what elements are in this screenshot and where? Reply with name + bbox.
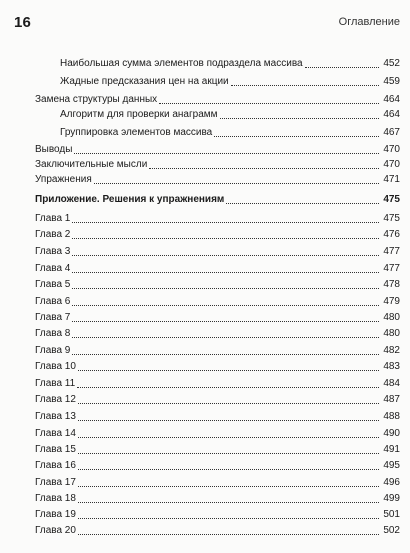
toc-entry-line bbox=[35, 93, 400, 107]
dot-leader bbox=[78, 502, 379, 503]
dot-leader bbox=[78, 437, 379, 438]
toc-entry-line bbox=[35, 443, 400, 457]
toc-entry-title: Глава 5 bbox=[35, 279, 71, 290]
toc-entry-title: Глава 9 bbox=[35, 345, 71, 356]
dot-leader bbox=[78, 534, 379, 535]
toc-entry-line bbox=[35, 410, 400, 424]
toc-entry-line bbox=[35, 311, 400, 325]
dot-leader bbox=[72, 305, 379, 306]
toc-entry-title: Глава 12 bbox=[35, 394, 76, 405]
toc-entry-page: 483 bbox=[383, 361, 400, 372]
toc-entry-page: 501 bbox=[383, 509, 400, 520]
dot-leader bbox=[149, 168, 379, 169]
dot-leader bbox=[78, 403, 379, 404]
toc-entry-title: Глава 19 bbox=[35, 509, 76, 520]
toc-entry bbox=[0, 173, 410, 187]
toc-entry-title: Глава 11 bbox=[35, 378, 76, 389]
toc-entry-page: 491 bbox=[383, 444, 400, 455]
toc-entry bbox=[0, 278, 410, 292]
toc-entry-line bbox=[35, 327, 400, 341]
dot-leader bbox=[78, 518, 379, 519]
toc-entry-page: 471 bbox=[383, 174, 400, 185]
toc-entry-line bbox=[35, 476, 400, 490]
dot-leader bbox=[72, 222, 379, 223]
toc-entry-title: Наибольшая сумма элементов подраздела массива bbox=[60, 58, 303, 69]
toc-entry bbox=[0, 295, 410, 309]
dot-leader bbox=[78, 469, 379, 470]
toc-entry-page: 479 bbox=[383, 296, 400, 307]
toc-entry bbox=[0, 410, 410, 424]
toc-entry-page: 464 bbox=[383, 109, 400, 120]
toc-entry-page: 499 bbox=[383, 493, 400, 504]
toc-entry-line bbox=[35, 377, 400, 391]
toc-entry-title: Глава 8 bbox=[35, 328, 71, 339]
toc-entry bbox=[0, 193, 410, 207]
toc-entry-page: 496 bbox=[383, 477, 400, 488]
toc-entry-line bbox=[35, 193, 400, 207]
dot-leader bbox=[78, 420, 379, 421]
dot-leader bbox=[78, 486, 379, 487]
dot-leader bbox=[214, 136, 379, 137]
toc-entry-line bbox=[60, 126, 400, 140]
toc-entry-line bbox=[35, 524, 400, 538]
toc-entry-title: Глава 1 bbox=[35, 213, 71, 224]
toc-entry-title: Глава 16 bbox=[35, 460, 76, 471]
toc-entry-page: 482 bbox=[383, 345, 400, 356]
toc-entry-page: 480 bbox=[383, 328, 400, 339]
toc-entry-title: Глава 6 bbox=[35, 296, 71, 307]
toc-entry-page: 478 bbox=[383, 279, 400, 290]
toc-entry-line bbox=[35, 492, 400, 506]
toc-entry bbox=[0, 212, 410, 226]
dot-leader bbox=[78, 370, 379, 371]
dot-leader bbox=[226, 203, 379, 204]
toc-entry-title: Глава 18 bbox=[35, 493, 76, 504]
toc-entry-page: 475 bbox=[383, 194, 400, 205]
toc-entry-line bbox=[35, 158, 400, 172]
toc-entry-line bbox=[35, 459, 400, 473]
toc-entry-title: Глава 17 bbox=[35, 477, 76, 488]
toc-entry bbox=[0, 443, 410, 457]
dot-leader bbox=[72, 255, 379, 256]
toc-entry-line bbox=[35, 228, 400, 242]
toc-entry-line bbox=[35, 212, 400, 226]
toc-entry-line bbox=[35, 143, 400, 157]
toc-entry-page: 470 bbox=[383, 144, 400, 155]
toc-entry-page: 495 bbox=[383, 460, 400, 471]
toc-entry-title: Глава 3 bbox=[35, 246, 71, 257]
toc-entry bbox=[0, 158, 410, 172]
dot-leader bbox=[220, 118, 379, 119]
toc-entry-line bbox=[35, 427, 400, 441]
toc-entry-line bbox=[60, 75, 400, 89]
toc-entry-title: Глава 7 bbox=[35, 312, 71, 323]
toc-entry bbox=[0, 75, 410, 89]
page-header bbox=[14, 14, 400, 32]
dot-leader bbox=[72, 321, 379, 322]
toc-entry-line bbox=[35, 278, 400, 292]
toc-entry-page: 477 bbox=[383, 246, 400, 257]
toc-entry-line bbox=[35, 508, 400, 522]
toc-entry bbox=[0, 143, 410, 157]
dot-leader bbox=[72, 272, 379, 273]
dot-leader bbox=[77, 387, 379, 388]
toc-entry-line bbox=[35, 173, 400, 187]
toc-entry-title: Упражнения bbox=[35, 174, 92, 185]
toc-entry-line bbox=[35, 344, 400, 358]
toc-entry-page: 487 bbox=[383, 394, 400, 405]
page-number: 16 bbox=[14, 14, 32, 31]
dot-leader bbox=[159, 103, 379, 104]
dot-leader bbox=[72, 238, 379, 239]
toc-entry-line bbox=[60, 108, 400, 122]
toc-entry-title: Глава 14 bbox=[35, 428, 76, 439]
toc-entry-page: 459 bbox=[383, 76, 400, 87]
toc-entry-page: 464 bbox=[383, 94, 400, 105]
running-head: Оглавление bbox=[338, 16, 400, 28]
toc-entry bbox=[0, 377, 410, 391]
toc-entry-page: 452 bbox=[383, 58, 400, 69]
toc-entry-title: Глава 4 bbox=[35, 263, 71, 274]
toc-entry bbox=[0, 508, 410, 522]
toc-entry-line bbox=[35, 245, 400, 259]
toc-entry-page: 477 bbox=[383, 263, 400, 274]
toc-entry bbox=[0, 327, 410, 341]
toc-entry bbox=[0, 228, 410, 242]
toc-entry-title: Замена структуры данных bbox=[35, 94, 158, 105]
toc-entry-line bbox=[35, 360, 400, 374]
dot-leader bbox=[231, 85, 379, 86]
toc-entry bbox=[0, 360, 410, 374]
toc-entry-title: Глава 2 bbox=[35, 229, 71, 240]
toc-entry-title: Глава 13 bbox=[35, 411, 76, 422]
toc-entry bbox=[0, 459, 410, 473]
toc-entry-title: Глава 20 bbox=[35, 525, 76, 536]
dot-leader bbox=[74, 153, 379, 154]
dot-leader bbox=[72, 337, 379, 338]
toc-entry-page: 484 bbox=[383, 378, 400, 389]
toc-entry-page: 476 bbox=[383, 229, 400, 240]
toc-entry bbox=[0, 492, 410, 506]
toc-entry-title: Глава 10 bbox=[35, 361, 76, 372]
toc-entry-page: 480 bbox=[383, 312, 400, 323]
toc-entry bbox=[0, 245, 410, 259]
toc-entry-page: 467 bbox=[383, 127, 400, 138]
dot-leader bbox=[72, 288, 379, 289]
toc-entry-line bbox=[60, 57, 400, 71]
toc-entry-line bbox=[35, 262, 400, 276]
toc-entry bbox=[0, 311, 410, 325]
toc-entry bbox=[0, 108, 410, 122]
dot-leader bbox=[78, 453, 379, 454]
toc-entry bbox=[0, 126, 410, 140]
toc-entry-title: Глава 15 bbox=[35, 444, 76, 455]
toc-entry bbox=[0, 427, 410, 441]
dot-leader bbox=[94, 183, 379, 184]
toc-entry bbox=[0, 524, 410, 538]
toc-entry-line bbox=[35, 393, 400, 407]
toc-entry bbox=[0, 57, 410, 71]
toc-entry-page: 502 bbox=[383, 525, 400, 536]
toc-entry-page: 470 bbox=[383, 159, 400, 170]
toc-entry bbox=[0, 344, 410, 358]
dot-leader bbox=[72, 354, 379, 355]
toc-entry-page: 488 bbox=[383, 411, 400, 422]
toc-entry bbox=[0, 393, 410, 407]
toc-entry-title: Приложение. Решения к упражнениям bbox=[35, 194, 225, 205]
toc-entry-title: Группировка элементов массива bbox=[60, 127, 213, 138]
toc-entry bbox=[0, 476, 410, 490]
toc-entry-page: 475 bbox=[383, 213, 400, 224]
toc-entry-title: Выводы bbox=[35, 144, 73, 155]
toc-entry bbox=[0, 93, 410, 107]
toc-entry-line bbox=[35, 295, 400, 309]
toc-entry-title: Заключительные мысли bbox=[35, 159, 148, 170]
toc-entry-title: Алгоритм для проверки анаграмм bbox=[60, 109, 218, 120]
toc-entry-page: 490 bbox=[383, 428, 400, 439]
toc-entry-title: Жадные предсказания цен на акции bbox=[60, 76, 229, 87]
dot-leader bbox=[305, 67, 379, 68]
toc-entry bbox=[0, 262, 410, 276]
